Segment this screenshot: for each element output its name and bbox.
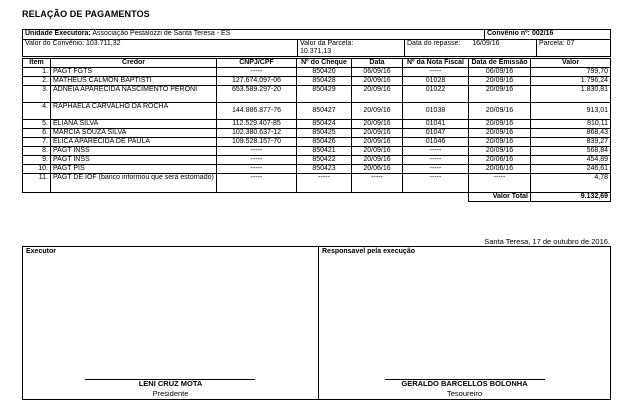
- valor-parcela-value: 10.371,13: [300, 48, 332, 55]
- signature-table: [22, 246, 611, 400]
- cell-credor: PAGT DE IOF (banco informou que será estornado): [51, 174, 217, 193]
- cell-cheque: 850420: [297, 68, 352, 77]
- table-row: [23, 120, 611, 129]
- cell-credor: MARCIA SOUZA SILVA: [51, 129, 217, 138]
- cell-data: 20/09/16: [352, 103, 403, 120]
- cell-emissao: 20/09/16: [469, 86, 531, 103]
- cell-item: 1.: [23, 68, 51, 77]
- cell-cheque: 850428: [297, 77, 352, 86]
- cell-cheque: 850425: [297, 129, 352, 138]
- parcela-cell: [537, 40, 611, 57]
- parcela-value: 07: [566, 40, 575, 47]
- table-row: [23, 165, 611, 174]
- table-row: [23, 86, 611, 103]
- cell-data: 06/09/16: [352, 68, 403, 77]
- cell-data: 20/09/16: [352, 156, 403, 165]
- unidade-label: Unidade Executora:: [25, 30, 91, 37]
- cell-cnpj: 112.529.407-85: [217, 120, 297, 129]
- cell-emissao: 20/09/16: [469, 120, 531, 129]
- col-header-credor: Credor: [51, 59, 217, 68]
- cell-cheque: 850427: [297, 103, 352, 120]
- cell-item: 10.: [23, 165, 51, 174]
- table-row: [23, 129, 611, 138]
- table-header-row: [23, 59, 611, 68]
- cell-credor: PAGT FGTS: [51, 68, 217, 77]
- cell-nota: -----: [403, 68, 469, 77]
- cell-nota: 01038: [403, 103, 469, 120]
- cell-valor: 246,61: [531, 165, 611, 174]
- cell-nota: 01028: [403, 77, 469, 86]
- col-header-data: Data: [352, 59, 403, 68]
- place-date: Santa Teresa, 17 de outubro de 2016.: [484, 237, 610, 246]
- cell-cnpj: 653.589.297-20: [217, 86, 297, 103]
- cell-credor: ELIANA SILVA: [51, 120, 217, 129]
- cell-data: 20/09/16: [352, 129, 403, 138]
- cell-cnpj: 127.674.097-06: [217, 77, 297, 86]
- valor-parcela-label: Valor da Parcela:: [300, 40, 354, 47]
- cell-data: -----: [352, 174, 403, 193]
- cell-cnpj: -----: [217, 156, 297, 165]
- cell-valor: 4,78: [531, 174, 611, 193]
- cell-valor: 839,27: [531, 138, 611, 147]
- col-header-emissao: Data de Emissão: [469, 59, 531, 68]
- cell-cnpj: -----: [217, 174, 297, 193]
- cell-nota: -----: [403, 165, 469, 174]
- data-repasse-cell: [405, 40, 537, 57]
- executor-role: Presidente: [152, 389, 189, 398]
- cell-cheque: -----: [297, 174, 352, 193]
- cell-item: 8.: [23, 147, 51, 156]
- cell-cnpj: 144.886.877-76: [217, 103, 297, 120]
- table-row: [23, 138, 611, 147]
- total-label: Valor Total: [469, 193, 531, 202]
- cell-valor: 1.796,24: [531, 77, 611, 86]
- cell-emissao: 20/09/16: [469, 103, 531, 120]
- table-row: [23, 77, 611, 86]
- cell-nota: -----: [403, 174, 469, 193]
- unidade-cell: [23, 30, 485, 40]
- cell-nota: 01046: [403, 138, 469, 147]
- cell-nota: -----: [403, 147, 469, 156]
- cell-valor: 799,70: [531, 68, 611, 77]
- cell-item: 6.: [23, 129, 51, 138]
- header-info-table: [22, 29, 611, 57]
- table-row: [23, 147, 611, 156]
- col-header-cheque: Nº do Cheque: [297, 59, 352, 68]
- responsavel-role: Tesoureiro: [446, 389, 483, 398]
- parcela-label: Parcela:: [539, 40, 565, 47]
- cell-valor: 1.830,81: [531, 86, 611, 103]
- cell-data: 20/09/16: [352, 147, 403, 156]
- col-header-valor: Valor: [531, 59, 611, 68]
- table-row: [23, 103, 611, 120]
- cell-credor: ELICA APARECIDA DE PAULA: [51, 138, 217, 147]
- executor-label: Executor: [26, 248, 56, 255]
- responsavel-box: [319, 247, 611, 400]
- cell-valor: 454,89: [531, 156, 611, 165]
- data-repasse-value: 16/09/16: [472, 40, 500, 47]
- cell-nota: 01047: [403, 129, 469, 138]
- cell-valor: 913,01: [531, 103, 611, 120]
- cell-credor: PAGT INSS: [51, 156, 217, 165]
- cell-data: 20/09/16: [352, 86, 403, 103]
- cell-emissao: -----: [469, 174, 531, 193]
- cell-emissao: 20/06/16: [469, 165, 531, 174]
- executor-box: [23, 247, 319, 400]
- cell-cnpj: -----: [217, 147, 297, 156]
- cell-data: 20/09/16: [352, 138, 403, 147]
- cell-credor: PAGT PIS: [51, 165, 217, 174]
- cell-cnpj: 109.528.157-70: [217, 138, 297, 147]
- cell-valor: 810,11: [531, 120, 611, 129]
- convenio-label: Convênio nº:: [487, 30, 530, 37]
- cell-item: 5.: [23, 120, 51, 129]
- valor-parcela-cell: [298, 40, 405, 57]
- cell-credor: RAPHAELA CARVALHO DA ROCHA: [51, 103, 217, 120]
- cell-nota: 01041: [403, 120, 469, 129]
- total-value: 9.132,69: [531, 193, 611, 202]
- col-header-item: Item: [23, 59, 51, 68]
- cell-credor: ADNEIA APARECIDA NASCIMENTO PERONI: [51, 86, 217, 103]
- responsavel-label: Responsavel pela execução: [322, 248, 415, 255]
- cell-credor: MATHEUS CALMON BAPTISTI: [51, 77, 217, 86]
- data-repasse-label: Data do repasse:: [407, 40, 461, 47]
- cell-item: 7.: [23, 138, 51, 147]
- cell-data: 20/06/16: [352, 165, 403, 174]
- cell-emissao: 20/09/16: [469, 77, 531, 86]
- cell-cheque: 850426: [297, 138, 352, 147]
- cell-data: 20/09/16: [352, 120, 403, 129]
- table-row: [23, 68, 611, 77]
- cell-item: 11.: [23, 174, 51, 193]
- cell-cnpj: 102.380.637-12: [217, 129, 297, 138]
- table-body: [23, 68, 611, 193]
- total-row: [23, 193, 611, 202]
- responsavel-name: GERALDO BARCELLOS BOLONHA: [401, 379, 528, 388]
- cell-cheque: 850429: [297, 86, 352, 103]
- executor-name: LENI CRUZ MOTA: [138, 379, 203, 388]
- col-header-cnpj: CNPJ/CPF: [217, 59, 297, 68]
- payments-table: [22, 58, 611, 202]
- cell-valor: 568,84: [531, 147, 611, 156]
- cell-item: 3.: [23, 86, 51, 103]
- cell-credor: PAGT INSS: [51, 147, 217, 156]
- table-row: [23, 174, 611, 193]
- col-header-nota: Nº da Nota Fiscal: [403, 59, 469, 68]
- cell-cheque: 850423: [297, 165, 352, 174]
- cell-emissao: 20/06/16: [469, 156, 531, 165]
- cell-cheque: 850421: [297, 147, 352, 156]
- cell-cnpj: -----: [217, 68, 297, 77]
- cell-nota: -----: [403, 156, 469, 165]
- cell-emissao: 20/09/16: [469, 138, 531, 147]
- cell-cnpj: -----: [217, 165, 297, 174]
- valor-convenio-label: Valor do Convênio:: [25, 40, 85, 47]
- valor-convenio-cell: [23, 40, 298, 57]
- cell-nota: 01022: [403, 86, 469, 103]
- document-title: RELAÇÃO DE PAGAMENTOS: [22, 9, 150, 19]
- cell-emissao: 20/09/16: [469, 129, 531, 138]
- table-row: [23, 156, 611, 165]
- cell-cheque: 850422: [297, 156, 352, 165]
- cell-item: 9.: [23, 156, 51, 165]
- unidade-value: Associação Pestalozzi de Santa Teresa - ES: [92, 30, 231, 37]
- cell-data: 20/09/16: [352, 77, 403, 86]
- cell-item: 2.: [23, 77, 51, 86]
- cell-item: 4.: [23, 103, 51, 120]
- cell-emissao: 20/09/16: [469, 147, 531, 156]
- cell-valor: 868,43: [531, 129, 611, 138]
- valor-convenio-value: 103.711,32: [85, 40, 121, 47]
- cell-cheque: 850424: [297, 120, 352, 129]
- cell-emissao: 06/09/16: [469, 68, 531, 77]
- convenio-value: 002/16: [531, 30, 554, 37]
- convenio-cell: [485, 30, 611, 40]
